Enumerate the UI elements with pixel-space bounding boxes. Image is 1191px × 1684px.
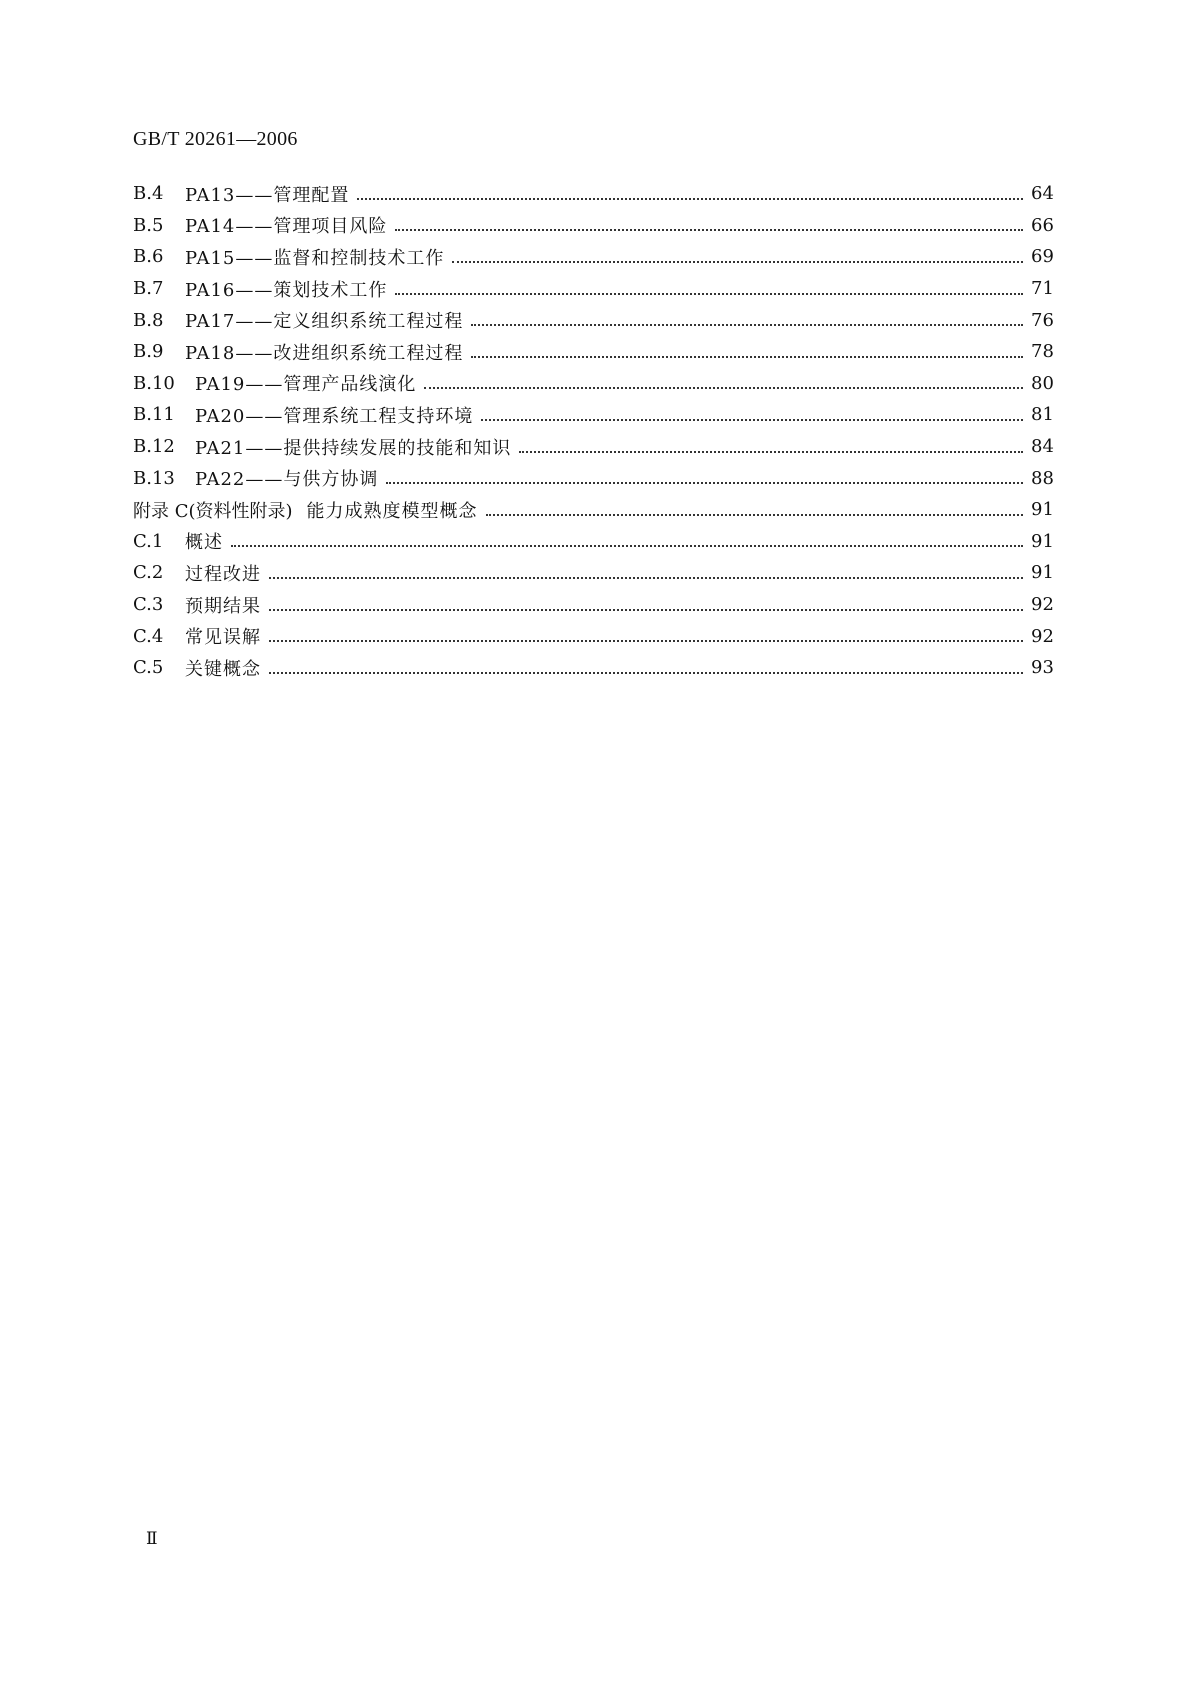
dot-leader [231, 527, 1023, 547]
dot-leader [452, 243, 1023, 263]
toc-title: PA17——定义组织系统工程过程 [185, 311, 464, 333]
toc-title: PA19——管理产品线演化 [195, 374, 417, 396]
dot-leader [519, 433, 1023, 453]
toc-title: PA18——改进组织系统工程过程 [185, 342, 464, 364]
toc-page: 91 [1031, 499, 1054, 521]
toc-title: PA20——管理系统工程支持环境 [195, 405, 474, 427]
toc-number: B.5 [133, 214, 164, 236]
toc-page: 93 [1031, 657, 1054, 679]
toc-title: PA16——策划技术工作 [185, 279, 388, 301]
toc-number: B.8 [133, 309, 164, 331]
toc-row[interactable] [133, 304, 1053, 336]
toc-title: PA22——与供方协调 [195, 469, 379, 491]
toc-number: C.3 [133, 594, 164, 616]
toc-title: PA14——管理项目风险 [185, 216, 388, 238]
toc-number: B.10 [133, 372, 175, 394]
toc-number: B.6 [133, 246, 164, 268]
toc-page: 66 [1031, 214, 1054, 236]
page-number: Ⅱ [146, 1529, 158, 1548]
dot-leader [424, 369, 1023, 389]
toc-row[interactable] [133, 526, 1053, 558]
toc-page: 91 [1031, 562, 1054, 584]
dot-leader [269, 591, 1023, 611]
dot-leader [395, 275, 1023, 295]
toc-title: 能力成熟度模型概念 [306, 500, 478, 522]
toc-page: 80 [1031, 372, 1054, 394]
toc-page: 81 [1031, 404, 1054, 426]
toc-row[interactable] [133, 557, 1053, 589]
dot-leader [471, 338, 1023, 358]
toc-row[interactable] [133, 241, 1053, 273]
toc-row[interactable] [133, 336, 1053, 368]
toc-row[interactable] [133, 368, 1053, 400]
toc-page: 64 [1031, 183, 1054, 205]
table-of-contents [133, 178, 1053, 684]
toc-row[interactable] [133, 178, 1053, 210]
toc-page: 92 [1031, 594, 1054, 616]
dot-leader [269, 622, 1023, 642]
dot-leader [386, 464, 1023, 484]
toc-title: PA21——提供持续发展的技能和知识 [195, 437, 512, 459]
toc-number: C.5 [133, 657, 164, 679]
toc-page: 88 [1031, 467, 1054, 489]
toc-row[interactable] [133, 462, 1053, 494]
toc-title: 关键概念 [185, 658, 261, 680]
toc-number: B.12 [133, 436, 175, 458]
toc-row[interactable] [133, 210, 1053, 242]
toc-page: 91 [1031, 530, 1054, 552]
dot-leader [471, 306, 1023, 326]
toc-number: B.13 [133, 467, 175, 489]
dot-leader [481, 401, 1023, 421]
toc-number: C.1 [133, 530, 164, 552]
standard-code: GB/T 20261—2006 [133, 128, 298, 150]
dot-leader [357, 180, 1023, 200]
toc-row[interactable] [133, 273, 1053, 305]
toc-page: 78 [1031, 341, 1054, 363]
dot-leader [486, 496, 1023, 516]
toc-page: 92 [1031, 625, 1054, 647]
toc-number: B.11 [133, 404, 175, 426]
toc-row[interactable] [133, 431, 1053, 463]
toc-page: 71 [1031, 278, 1054, 300]
toc-page: 84 [1031, 436, 1054, 458]
toc-title: 预期结果 [185, 595, 261, 617]
toc-number: B.7 [133, 278, 164, 300]
toc-number: B.4 [133, 183, 164, 205]
toc-row[interactable] [133, 620, 1053, 652]
toc-title: 过程改进 [185, 563, 261, 585]
toc-row[interactable] [133, 652, 1053, 684]
toc-row-appendix[interactable] [133, 494, 1053, 526]
toc-title: 概述 [185, 532, 223, 554]
toc-number: B.9 [133, 341, 164, 363]
toc-row[interactable] [133, 589, 1053, 621]
dot-leader [269, 559, 1023, 579]
dot-leader [269, 654, 1023, 674]
toc-title: PA13——管理配置 [185, 184, 350, 206]
toc-row[interactable] [133, 399, 1053, 431]
toc-appendix-number: 附录 C(资料性附录) [133, 500, 293, 522]
toc-number: C.4 [133, 625, 164, 647]
toc-number: C.2 [133, 562, 164, 584]
dot-leader [395, 211, 1023, 231]
toc-page: 76 [1031, 309, 1054, 331]
toc-page: 69 [1031, 246, 1054, 268]
toc-title: 常见误解 [185, 627, 261, 649]
toc-title: PA15——监督和控制技术工作 [185, 247, 445, 269]
standard-header [133, 128, 298, 151]
